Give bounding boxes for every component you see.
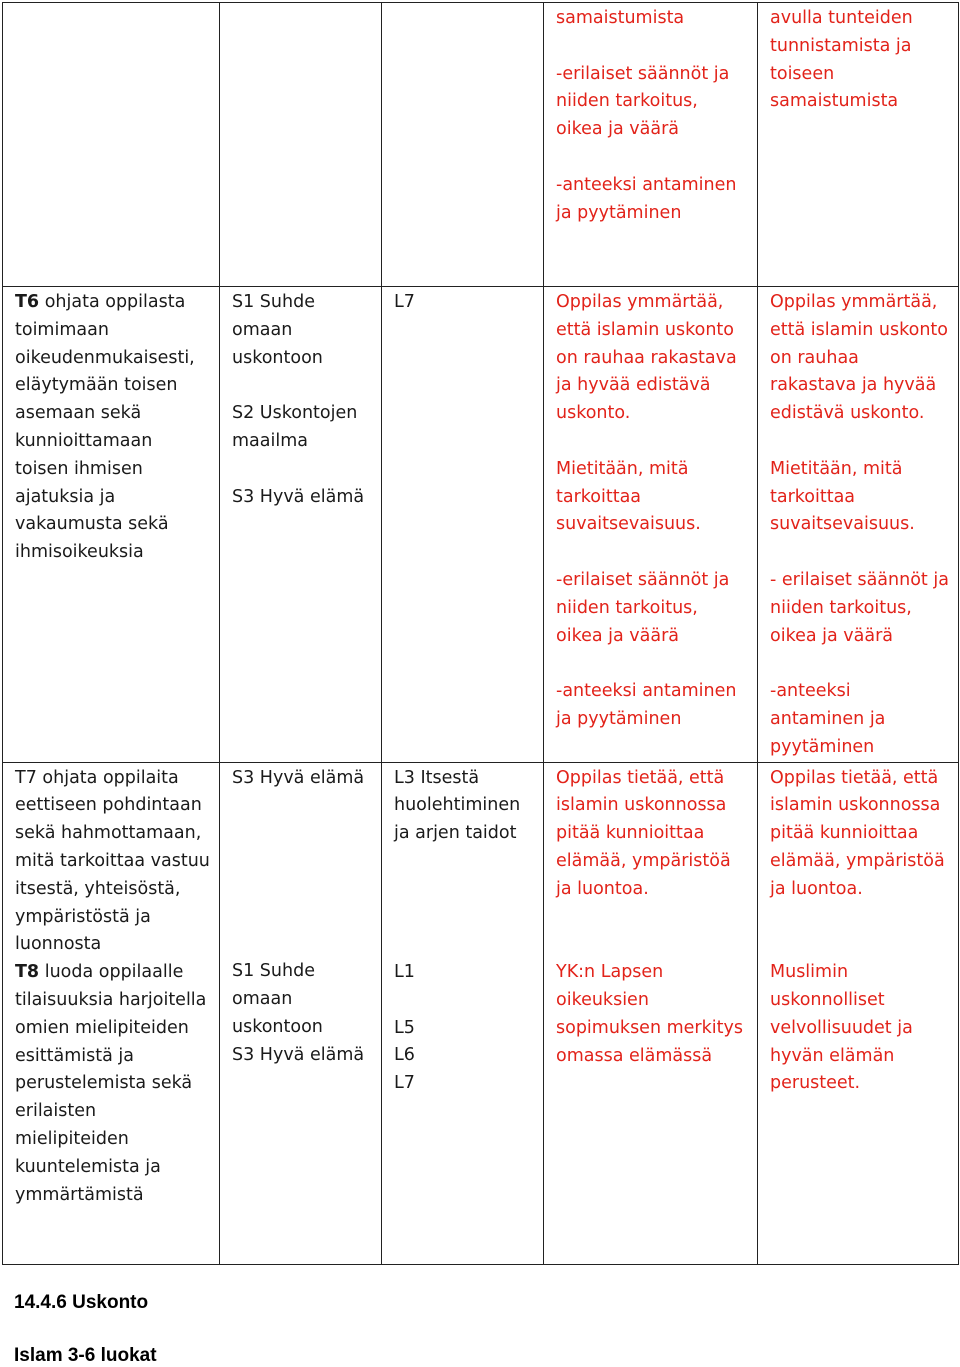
section-heading: 14.4.6 Uskonto xyxy=(14,1292,149,1313)
content-text: S3 Hyvä elämä xyxy=(232,767,365,788)
table-row xyxy=(3,3,959,287)
competence-cell xyxy=(382,3,544,287)
objective-cell xyxy=(544,762,758,1264)
content-cell xyxy=(220,3,382,287)
content-cell xyxy=(220,287,382,763)
content-cell xyxy=(220,762,382,1264)
objective-text: samaistumista xyxy=(556,8,685,28)
table-row xyxy=(3,287,959,763)
assessment-text: Oppilas ymmärtää, että islamin uskonto on rauhaa rakastava ja hyvää edistävä uskonto. xyxy=(770,292,948,424)
competence-cell xyxy=(382,762,544,1264)
content-text: S1 Suhde omaan uskontoon xyxy=(232,292,323,368)
competence-text: L5 xyxy=(394,1017,415,1038)
competence-text: L1 xyxy=(394,961,415,982)
content-text: S3 Hyvä elämä xyxy=(232,1044,365,1065)
goal-text: luoda oppilaalle tilaisuuksia harjoitella omien mielipiteiden esittämistä ja perustelemista sekä erilaisten mielipiteiden kuuntelemista ja ymmärtämistä xyxy=(15,962,207,1205)
curriculum-table xyxy=(2,2,959,1265)
content-text: S1 Suhde omaan uskontoon xyxy=(232,961,323,1037)
assessment-text: avulla tunteiden tunnistamista ja toiseen samaistumista xyxy=(770,8,913,112)
objective-text: -anteeksi antaminen ja pyytäminen xyxy=(556,681,737,729)
objective-text: Oppilas ymmärtää, että islamin uskonto on rauhaa rakastava ja hyvää edistävä uskonto. xyxy=(556,292,737,424)
objective-text: Oppilas tietää, että islamin uskonnossa pitää kunnioittaa elämää, ympäristöä ja luontoa. xyxy=(556,767,731,899)
competence-cell xyxy=(382,287,544,763)
goal-text: ohjata oppilasta toimimaan oikeudenmukaisesti, eläytymään toisen asemaan sekä kunnioittamaan toisen ihmisen ajatuksia ja vakaumusta sekä ihmisoikeuksia xyxy=(15,292,195,563)
goal-code: T7 xyxy=(15,767,37,788)
competence-text: L7 xyxy=(394,1073,415,1094)
subsection-heading: Islam 3-6 luokat xyxy=(14,1345,157,1366)
goal-cell xyxy=(3,762,220,1264)
assessment-text: Oppilas tietää, että islamin uskonnossa pitää kunnioittaa elämää, ympäristöä ja luontoa. xyxy=(770,767,945,899)
assessment-text: Muslimin uskonnolliset velvollisuudet ja hyvän elämän perusteet. xyxy=(770,962,913,1094)
objective-text: Mietitään, mitä tarkoittaa suvaitsevaisuus. xyxy=(556,458,701,535)
assessment-cell xyxy=(758,762,959,1264)
objective-text: YK:n Lapsen oikeuksien sopimuksen merkitys omassa elämässä xyxy=(556,962,743,1066)
goal-code: T8 xyxy=(15,962,40,983)
objective-text: -erilaiset säännöt ja niiden tarkoitus, oikea ja väärä xyxy=(556,63,730,140)
goal-text: ohjata oppilaita eettiseen pohdintaan sekä hahmottamaan, mitä tarkoittaa vastuu itsestä, yhteisöstä, ympäristöstä ja luonnosta xyxy=(15,767,210,955)
assessment-cell xyxy=(758,3,959,287)
content-text: S3 Hyvä elämä xyxy=(232,486,365,507)
objective-cell xyxy=(544,3,758,287)
competence-text: L6 xyxy=(394,1045,415,1066)
competence-text: L3 Itsestä huolehtiminen ja arjen taidot xyxy=(394,767,521,844)
objective-text: -anteeksi antaminen ja pyytäminen xyxy=(556,174,737,223)
goal-cell xyxy=(3,3,220,287)
objective-text: -erilaiset säännöt ja niiden tarkoitus, oikea ja väärä xyxy=(556,569,730,646)
competence-text: L7 xyxy=(394,292,415,312)
goal-code: T6 xyxy=(15,292,40,312)
assessment-text: Mietitään, mitä tarkoittaa suvaitsevaisuus. xyxy=(770,458,915,535)
objective-cell xyxy=(544,287,758,763)
table-row xyxy=(3,762,959,1264)
assessment-text: -anteeksi antaminen ja pyytäminen xyxy=(770,681,886,757)
assessment-cell xyxy=(758,287,959,763)
goal-cell xyxy=(3,287,220,763)
assessment-text: - erilaiset säännöt ja niiden tarkoitus, oikea ja väärä xyxy=(770,569,949,646)
content-text: S2 Uskontojen maailma xyxy=(232,403,358,451)
